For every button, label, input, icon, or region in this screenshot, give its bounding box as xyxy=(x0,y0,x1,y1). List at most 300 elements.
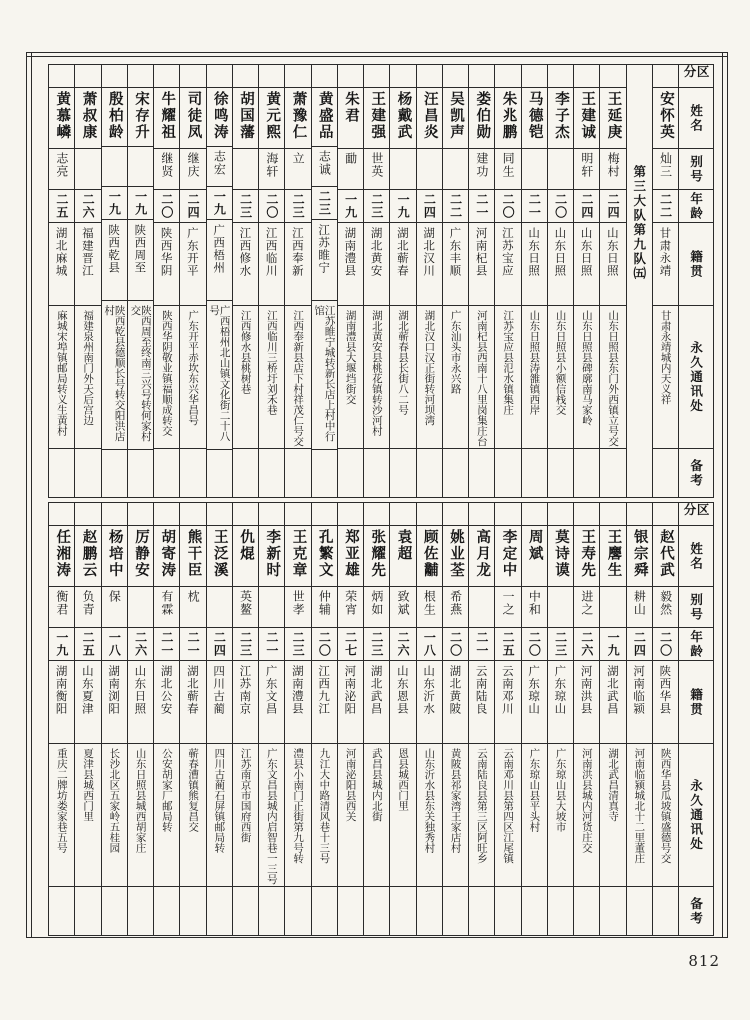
division-cell xyxy=(653,65,678,88)
native-place-cell-text: 江苏睢宁 xyxy=(317,223,332,274)
remarks-cell xyxy=(180,887,205,935)
header-cell xyxy=(679,449,713,497)
address-cell xyxy=(495,306,520,449)
division-cell xyxy=(495,65,520,88)
native-place-cell-text: 甘肃永靖 xyxy=(658,227,673,277)
address-cell-text: 重庆二牌坊娄家巷五号 xyxy=(55,748,68,853)
division-cell xyxy=(233,503,258,526)
division-cell xyxy=(154,65,179,88)
native-place-cell xyxy=(128,661,153,744)
division-cell xyxy=(443,65,468,88)
person-column xyxy=(574,65,600,497)
native-place-cell xyxy=(390,661,415,744)
alias-cell xyxy=(338,149,363,190)
address-cell xyxy=(102,744,127,887)
native-place-cell xyxy=(600,661,625,744)
alias-cell-text: 有霖 xyxy=(159,590,174,616)
native-place-cell xyxy=(75,223,100,306)
age-cell-text: 二一 xyxy=(159,631,174,657)
division-cell xyxy=(627,503,652,526)
address-cell xyxy=(653,306,678,449)
name-cell xyxy=(233,88,258,149)
division-cell xyxy=(574,503,599,526)
alias-cell-text: 灿三 xyxy=(658,152,673,178)
name-cell-text: 仇焜 xyxy=(237,529,254,562)
person-column xyxy=(417,65,443,497)
name-cell xyxy=(154,88,179,149)
address-cell xyxy=(180,744,205,887)
native-place-cell-text: 广东琼山 xyxy=(527,665,542,715)
person-column xyxy=(128,503,154,935)
native-place-cell-text: 陕西华阴 xyxy=(159,227,174,277)
alias-cell-text: 勔 xyxy=(343,152,358,165)
person-column xyxy=(653,503,679,935)
person-column xyxy=(338,65,364,497)
age-cell-text: 一九 xyxy=(107,190,122,217)
division-cell xyxy=(364,503,389,526)
alias-cell xyxy=(364,587,389,628)
address-cell-text: 夏津县城西门里 xyxy=(82,748,95,822)
age-cell-text: 二七 xyxy=(343,631,358,657)
remarks-cell xyxy=(548,887,573,935)
address-cell-text: 江苏宝应县氾水镇集庄 xyxy=(502,310,515,415)
age-cell xyxy=(49,628,74,661)
name-cell xyxy=(600,526,625,587)
address-cell-text: 湖北黄安县桃花镇转沙河村 xyxy=(370,310,383,436)
header-label: 备考 xyxy=(688,458,704,488)
age-cell xyxy=(548,628,573,661)
alias-cell xyxy=(233,149,258,190)
person-column xyxy=(207,503,233,935)
division-cell xyxy=(522,65,547,88)
alias-cell xyxy=(75,587,100,628)
native-place-cell xyxy=(102,220,127,301)
header-cell xyxy=(679,190,713,223)
age-cell xyxy=(390,628,415,661)
address-cell xyxy=(469,744,494,887)
person-column xyxy=(443,65,469,497)
age-cell-text: 二一 xyxy=(474,631,489,657)
native-place-cell-text: 云南邓川 xyxy=(500,665,515,715)
division-cell xyxy=(312,65,337,88)
remarks-cell xyxy=(574,887,599,935)
remarks-cell xyxy=(285,449,310,497)
age-cell xyxy=(312,187,337,219)
native-place-cell xyxy=(49,661,74,744)
address-cell-text: 河南洪县城内河货庄交 xyxy=(580,748,593,853)
alias-cell xyxy=(259,587,284,628)
person-column xyxy=(233,65,259,497)
native-place-cell-text: 山东日照 xyxy=(527,227,542,277)
address-cell xyxy=(548,744,573,887)
person-column xyxy=(600,65,626,497)
page-number: 812 xyxy=(688,952,720,970)
name-cell xyxy=(285,88,310,149)
alias-cell xyxy=(102,147,127,187)
age-cell xyxy=(102,628,127,661)
header-column xyxy=(679,65,713,497)
name-cell-text: 王寿先 xyxy=(579,529,596,579)
header-label: 年龄 xyxy=(688,191,704,221)
alias-cell xyxy=(522,587,547,628)
native-place-cell xyxy=(207,661,232,744)
alias-cell xyxy=(627,587,652,628)
address-cell-text: 黄陂县祁家湾王家店村 xyxy=(449,748,462,853)
remarks-cell xyxy=(627,887,652,935)
address-cell-text: 江西临川三桥圩刘禾巷 xyxy=(265,310,278,415)
person-column xyxy=(180,65,206,497)
age-cell xyxy=(548,190,573,223)
address-cell xyxy=(233,306,258,449)
address-cell xyxy=(390,744,415,887)
address-cell xyxy=(653,744,678,887)
remarks-cell xyxy=(75,887,100,935)
alias-cell-text: 志宏 xyxy=(212,150,227,177)
native-place-cell xyxy=(338,661,363,744)
person-column xyxy=(259,65,285,497)
native-place-cell-text: 湖北麻城 xyxy=(54,227,69,277)
person-column xyxy=(102,503,128,935)
address-cell-text: 九江大中路清风巷十三号 xyxy=(318,748,331,864)
remarks-cell xyxy=(285,887,310,935)
alias-cell-text: 海轩 xyxy=(264,152,279,178)
age-cell xyxy=(574,628,599,661)
address-cell xyxy=(180,306,205,449)
header-label: 籍贯 xyxy=(688,249,704,279)
age-cell xyxy=(285,628,310,661)
alias-cell-text: 同生 xyxy=(501,152,516,178)
name-cell-text: 萧叔康 xyxy=(80,91,97,141)
address-cell-text: 陕西华阴敬业镇福顺成转交 xyxy=(160,310,173,436)
remarks-cell xyxy=(390,887,415,935)
alias-cell-text: 荣宵 xyxy=(343,590,358,616)
address-cell xyxy=(154,306,179,449)
address-cell xyxy=(417,306,442,449)
alias-cell-text: 建功 xyxy=(474,152,489,178)
age-cell-text: 二六 xyxy=(579,631,594,657)
age-cell xyxy=(75,190,100,223)
age-cell-text: 二五 xyxy=(54,193,69,219)
name-cell xyxy=(259,526,284,587)
address-cell xyxy=(574,744,599,887)
age-cell-text: 二四 xyxy=(212,631,227,657)
native-place-cell xyxy=(312,220,337,301)
native-place-cell-text: 江苏南京 xyxy=(238,665,253,715)
name-cell xyxy=(49,88,74,149)
native-place-cell xyxy=(653,223,678,306)
native-place-cell-text: 陕西乾县 xyxy=(107,223,122,274)
address-cell-text: 甘肃永靖城内天义祥 xyxy=(659,310,672,405)
age-cell xyxy=(207,628,232,661)
native-place-cell xyxy=(180,661,205,744)
address-cell-text: 广东琼山县大坡市 xyxy=(554,748,567,832)
header-cell xyxy=(679,65,713,88)
native-place-cell xyxy=(522,223,547,306)
division-cell xyxy=(600,503,625,526)
native-place-cell xyxy=(390,223,415,306)
name-cell xyxy=(390,526,415,587)
header-cell xyxy=(679,661,713,744)
address-cell-text: 澧县小南门正街第九号转 xyxy=(292,748,305,864)
name-cell-text: 牛耀祖 xyxy=(159,91,176,141)
age-cell-text: 二〇 xyxy=(264,193,279,219)
age-cell xyxy=(285,190,310,223)
name-cell-text: 郑亚雄 xyxy=(342,529,359,579)
person-column xyxy=(495,503,521,935)
native-place-cell xyxy=(469,223,494,306)
address-cell xyxy=(469,306,494,449)
division-cell xyxy=(338,503,363,526)
alias-cell-text: 明轩 xyxy=(579,152,594,178)
remarks-cell xyxy=(233,449,258,497)
native-place-cell-text: 山东日照 xyxy=(579,227,594,277)
age-cell xyxy=(364,628,389,661)
alias-cell-text: 毅然 xyxy=(658,590,673,616)
native-place-cell xyxy=(443,661,468,744)
alias-cell-text: 中和 xyxy=(527,590,542,616)
person-column xyxy=(75,503,101,935)
age-cell xyxy=(338,628,363,661)
division-cell xyxy=(128,503,153,526)
alias-cell-text: 一之 xyxy=(501,590,516,616)
division-cell xyxy=(522,503,547,526)
native-place-cell-text: 湖南浏阳 xyxy=(107,665,122,715)
age-cell xyxy=(233,190,258,223)
native-place-cell-text: 河南临颍 xyxy=(632,665,647,715)
alias-cell xyxy=(653,587,678,628)
name-cell-text: 王泛溪 xyxy=(211,529,228,579)
address-cell-text: 广西梧州北山镇文化街二十八号 xyxy=(208,305,231,442)
age-cell xyxy=(417,190,442,223)
address-cell-text: 广东汕头市永兴路 xyxy=(449,310,462,394)
name-cell-text: 厉静安 xyxy=(132,529,149,579)
alias-cell-text: 继庆 xyxy=(186,152,201,178)
division-cell xyxy=(364,65,389,88)
address-cell-text: 广东文昌县城内启智巷一三号 xyxy=(265,748,278,885)
division-cell xyxy=(417,65,442,88)
native-place-cell-text: 广东文昌 xyxy=(264,665,279,715)
name-cell xyxy=(548,88,573,149)
alias-cell xyxy=(49,587,74,628)
native-place-cell-text: 山东日照 xyxy=(553,227,568,277)
native-place-cell-text: 山东恩县 xyxy=(395,665,410,715)
name-cell xyxy=(600,88,625,149)
name-cell xyxy=(522,526,547,587)
division-cell xyxy=(102,503,127,526)
person-column xyxy=(259,503,285,935)
address-cell xyxy=(364,306,389,449)
age-cell xyxy=(443,190,468,223)
age-cell-text: 一九 xyxy=(212,190,227,217)
division-cell xyxy=(180,503,205,526)
person-column xyxy=(627,503,653,935)
native-place-cell xyxy=(154,661,179,744)
native-place-cell-text: 山东夏津 xyxy=(80,665,95,715)
age-cell xyxy=(75,628,100,661)
alias-cell-text: 衡君 xyxy=(54,590,69,616)
alias-cell-text: 致斌 xyxy=(396,590,411,616)
name-cell xyxy=(574,88,599,149)
age-cell xyxy=(522,190,547,223)
person-column xyxy=(522,65,548,497)
name-cell-text: 周斌 xyxy=(526,529,543,562)
remarks-cell xyxy=(102,450,127,497)
age-cell xyxy=(653,190,678,223)
person-column xyxy=(338,503,364,935)
remarks-cell xyxy=(207,887,232,935)
address-cell xyxy=(417,744,442,887)
native-place-cell-text: 河南洪县 xyxy=(579,665,594,715)
alias-cell xyxy=(102,587,127,628)
native-place-cell xyxy=(417,223,442,306)
remarks-cell xyxy=(443,449,468,497)
native-place-cell-text: 湖北武昌 xyxy=(605,665,620,715)
address-cell-text: 云南陆良县第三区阿旺乡 xyxy=(475,748,488,864)
name-cell xyxy=(495,526,520,587)
alias-cell xyxy=(207,587,232,628)
address-cell xyxy=(364,744,389,887)
age-cell xyxy=(574,190,599,223)
name-cell xyxy=(338,526,363,587)
remarks-cell xyxy=(49,887,74,935)
age-cell xyxy=(495,628,520,661)
name-cell-text: 杨戴武 xyxy=(395,91,412,141)
remarks-cell xyxy=(522,449,547,497)
alias-cell-text: 进之 xyxy=(579,590,594,616)
address-cell xyxy=(390,306,415,449)
name-cell-text: 黄慕嶙 xyxy=(54,91,71,141)
address-cell xyxy=(312,301,337,450)
person-column xyxy=(233,503,259,935)
name-cell-text: 高月龙 xyxy=(474,529,491,579)
remarks-cell xyxy=(233,887,258,935)
name-cell-text: 萧豫仁 xyxy=(290,91,307,141)
alias-cell xyxy=(285,587,310,628)
division-cell xyxy=(338,65,363,88)
person-column xyxy=(312,65,338,497)
native-place-cell xyxy=(285,223,310,306)
address-cell xyxy=(338,744,363,887)
alias-cell-text: 枕 xyxy=(186,590,201,603)
division-cell xyxy=(285,503,310,526)
age-cell-text: 二三 xyxy=(317,190,332,217)
age-cell-text: 二三 xyxy=(291,631,306,657)
age-cell-text: 二〇 xyxy=(317,631,332,657)
remarks-cell xyxy=(522,887,547,935)
address-cell-text: 陕西乾县德顺长号转交阳洪店村 xyxy=(103,305,126,442)
address-cell-text: 江西修水县桃树巷 xyxy=(239,310,252,394)
age-cell-text: 二五 xyxy=(81,631,96,657)
age-cell-text: 二一 xyxy=(186,631,201,657)
division-cell xyxy=(259,503,284,526)
name-cell xyxy=(154,526,179,587)
name-cell-text: 姚业荃 xyxy=(447,529,464,579)
native-place-cell xyxy=(259,661,284,744)
native-place-cell xyxy=(259,223,284,306)
alias-cell xyxy=(154,149,179,190)
person-column xyxy=(102,65,128,497)
roster-table-top xyxy=(48,64,714,498)
page-frame-line xyxy=(26,52,27,938)
person-column xyxy=(364,503,390,935)
native-place-cell-text: 河南泌阳 xyxy=(343,665,358,715)
native-place-cell xyxy=(49,223,74,306)
age-cell xyxy=(128,187,153,219)
name-cell-text: 汪昌炎 xyxy=(421,91,438,141)
remarks-cell xyxy=(49,449,74,497)
age-cell xyxy=(522,628,547,661)
address-cell-text: 陕西华县瓜坡镇盛德号交 xyxy=(659,748,672,864)
alias-cell-text: 世孝 xyxy=(291,590,306,616)
alias-cell xyxy=(128,147,153,187)
alias-cell xyxy=(390,587,415,628)
alias-cell xyxy=(443,149,468,190)
address-cell xyxy=(128,301,153,450)
name-cell-text: 杨培中 xyxy=(106,529,123,579)
age-cell xyxy=(364,190,389,223)
age-cell xyxy=(49,190,74,223)
address-cell-text: 山东日照县东门外西镇立号交 xyxy=(607,310,620,447)
roster-table-bottom xyxy=(48,502,714,936)
division-cell xyxy=(75,503,100,526)
native-place-cell xyxy=(417,661,442,744)
division-cell xyxy=(574,65,599,88)
native-place-cell xyxy=(548,661,573,744)
native-place-cell xyxy=(600,223,625,306)
native-place-cell xyxy=(364,223,389,306)
address-cell-text: 山东日照县小额信栈交 xyxy=(554,310,567,415)
address-cell-text: 麻城宋埠镇邮局转义生黄村 xyxy=(55,310,68,436)
remarks-cell xyxy=(417,449,442,497)
remarks-cell xyxy=(312,450,337,497)
alias-cell-text: 立 xyxy=(291,152,306,165)
age-cell-text: 二三 xyxy=(553,631,568,657)
native-place-cell-text: 云南陆良 xyxy=(474,665,489,715)
age-cell-text: 二二 xyxy=(658,193,673,219)
native-place-cell xyxy=(154,223,179,306)
name-cell-text: 王建诚 xyxy=(579,91,596,141)
remarks-cell xyxy=(600,449,625,497)
remarks-cell xyxy=(390,449,415,497)
page-frame-line xyxy=(26,937,728,938)
name-cell xyxy=(548,526,573,587)
alias-cell-text: 仲辅 xyxy=(317,590,332,616)
remarks-cell xyxy=(207,450,232,497)
alias-cell xyxy=(154,587,179,628)
alias-cell-text: 负青 xyxy=(81,590,96,616)
age-cell xyxy=(102,187,127,219)
name-cell-text: 马德铠 xyxy=(526,91,543,141)
age-cell xyxy=(600,628,625,661)
age-cell-text: 二六 xyxy=(133,631,148,657)
header-cell xyxy=(679,628,713,661)
remarks-cell xyxy=(364,887,389,935)
remarks-cell xyxy=(259,887,284,935)
person-column xyxy=(548,503,574,935)
address-cell-text: 四川古蔺石屏镇邮局转 xyxy=(213,748,226,853)
alias-cell-text: 根生 xyxy=(422,590,437,616)
alias-cell xyxy=(75,149,100,190)
person-column xyxy=(49,65,75,497)
name-cell xyxy=(574,526,599,587)
address-cell xyxy=(49,306,74,449)
division-cell xyxy=(390,503,415,526)
name-cell xyxy=(49,526,74,587)
address-cell xyxy=(49,744,74,887)
age-cell-text: 二四 xyxy=(579,193,594,219)
native-place-cell-text: 广东开平 xyxy=(185,227,200,277)
alias-cell xyxy=(390,149,415,190)
